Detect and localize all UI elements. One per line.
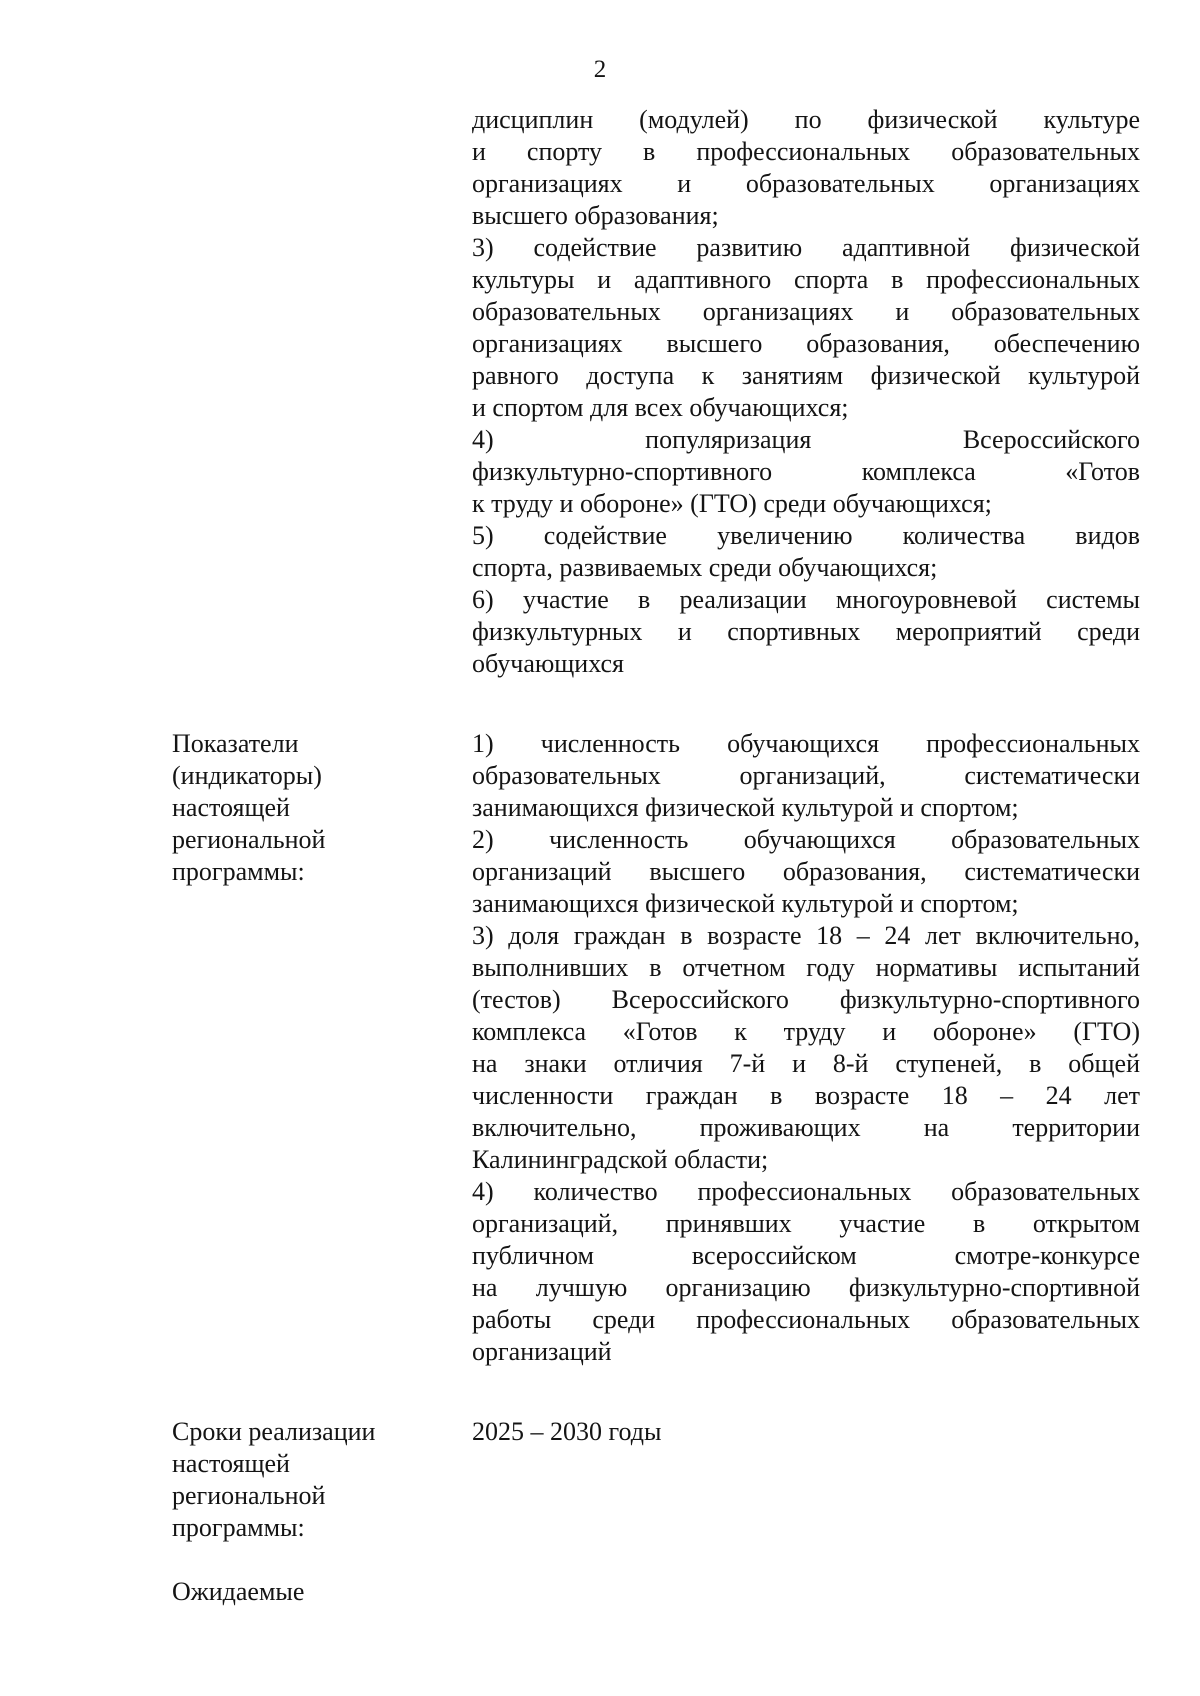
row-label-line: Показатели — [172, 729, 299, 758]
text-line: дисциплин (модулей) по физической культуре — [472, 105, 1140, 134]
text-line: комплекса «Готов к труду и обороне» (ГТО) — [472, 1017, 1140, 1046]
row-label-line: программы: — [172, 1513, 305, 1542]
row-label-line: настоящей — [172, 793, 290, 822]
text-line: обучающихся — [472, 649, 624, 678]
text-line: 3) доля граждан в возрасте 18 – 24 лет включительно, — [472, 921, 1140, 950]
text-line: 2025 – 2030 годы — [472, 1417, 662, 1446]
row-label-line: Сроки реализации — [172, 1417, 376, 1446]
text-line: 5) содействие увеличению количества видов — [472, 521, 1140, 550]
text-line: и спорту в профессиональных образовательных — [472, 137, 1140, 166]
text-line: организациях и образовательных организациях — [472, 169, 1140, 198]
text-line: 4) количество профессиональных образовательных — [472, 1177, 1140, 1206]
text-line: спорта, развиваемых среди обучающихся; — [472, 553, 938, 582]
text-line: (тестов) Всероссийского физкультурно-спортивного — [472, 985, 1140, 1014]
text-line: занимающихся физической культурой и спортом; — [472, 889, 1019, 918]
text-line: равного доступа к занятиям физической культурой — [472, 361, 1140, 390]
text-line: включительно, проживающих на территории — [472, 1113, 1140, 1142]
text-line: образовательных организациях и образовательных — [472, 297, 1140, 326]
text-line: занимающихся физической культурой и спортом; — [472, 793, 1019, 822]
text-line: 3) содействие развитию адаптивной физической — [472, 233, 1140, 262]
text-line: культуры и адаптивного спорта в профессиональных — [472, 265, 1140, 294]
text-line: на знаки отличия 7-й и 8-й ступеней, в общей — [472, 1049, 1140, 1078]
text-line: образовательных организаций, систематически — [472, 761, 1140, 790]
row-label-line: настоящей — [172, 1449, 290, 1478]
text-line: организаций высшего образования, систематически — [472, 857, 1140, 886]
text-line: организаций, принявших участие в открытом — [472, 1209, 1140, 1238]
text-line: на лучшую организацию физкультурно-спортивной — [472, 1273, 1140, 1302]
text-line: численности граждан в возрасте 18 – 24 лет — [472, 1081, 1140, 1110]
text-line: физкультурно-спортивного комплекса «Готов — [472, 457, 1140, 486]
text-line: организациях высшего образования, обеспечению — [472, 329, 1140, 358]
row-label-line: Ожидаемые — [172, 1577, 305, 1606]
text-line: публичном всероссийском смотре-конкурсе — [472, 1241, 1140, 1270]
row-label-line: региональной — [172, 825, 326, 854]
row-label-line: программы: — [172, 857, 305, 886]
text-line: работы среди профессиональных образовательных — [472, 1305, 1140, 1334]
text-line: к труду и обороне» (ГТО) среди обучающихся; — [472, 489, 992, 518]
row-label-line: региональной — [172, 1481, 326, 1510]
text-line: организаций — [472, 1337, 612, 1366]
text-line: 2) численность обучающихся образовательных — [472, 825, 1140, 854]
text-line: выполнивших в отчетном году нормативы испытаний — [472, 953, 1140, 982]
text-line: 4) популяризация Всероссийского — [472, 425, 1140, 454]
text-line: 6) участие в реализации многоуровневой системы — [472, 585, 1140, 614]
text-line: высшего образования; — [472, 201, 719, 230]
row-label-line: (индикаторы) — [172, 761, 322, 790]
text-line: физкультурных и спортивных мероприятий среди — [472, 617, 1140, 646]
page-number: 2 — [593, 56, 607, 83]
text-line: Калининградской области; — [472, 1145, 769, 1174]
text-line: 1) численность обучающихся профессиональных — [472, 729, 1140, 758]
text-line: и спортом для всех обучающихся; — [472, 393, 849, 422]
